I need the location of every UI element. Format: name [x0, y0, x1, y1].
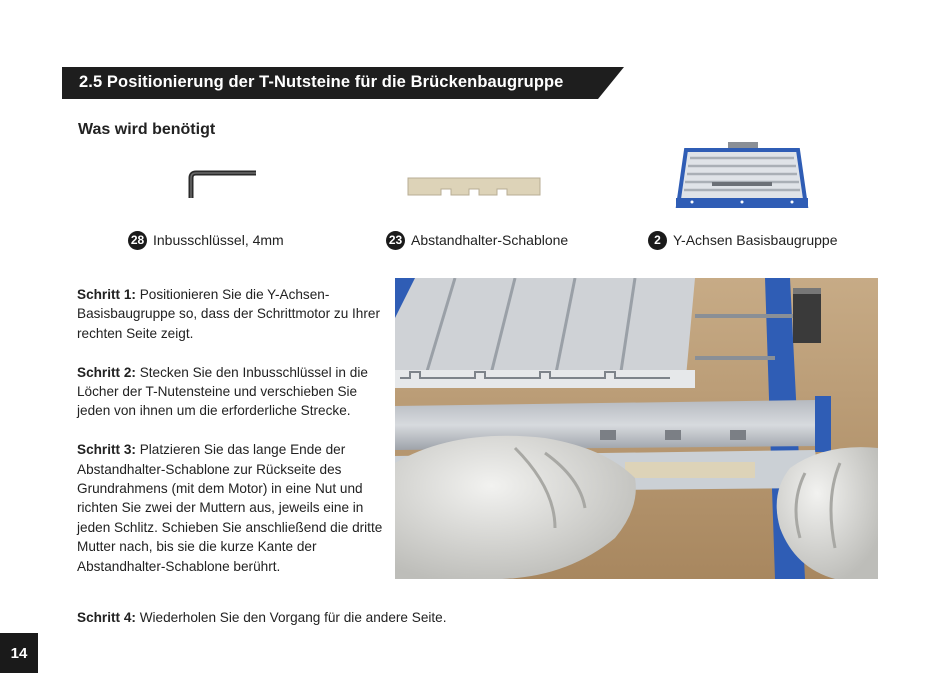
item-label: Abstandhalter-Schablone: [411, 232, 569, 248]
section-title: 2.5 Positionierung der T-Nutsteine für die Brückenbaugruppe: [79, 73, 564, 91]
y-axis-assembly-image: [672, 140, 812, 212]
assembly-photo-illustration: [395, 278, 878, 579]
item-label: Inbusschlüssel, 4mm: [153, 232, 284, 248]
step-text: Wiederholen Sie den Vorgang für die andere Seite.: [135, 609, 447, 625]
step-label: Schritt 3:: [77, 442, 136, 458]
section-banner: [62, 67, 624, 99]
assembly-photo: [395, 278, 878, 579]
item-hex-key: [128, 230, 284, 250]
step-3: [77, 440, 389, 576]
hex-key-image: [183, 168, 259, 200]
step-text: Positionieren Sie die Y-Achsen-Basisbaugruppe so, dass der Schrittmotor zu Ihrer rechten Seite zeigt.: [77, 287, 380, 341]
item-y-axis-assembly: [648, 230, 838, 250]
spacer-template-image: [407, 175, 541, 197]
step-label: Schritt 2:: [77, 364, 136, 380]
step-label: Schritt 4:: [77, 609, 136, 625]
steps-list: [77, 285, 389, 595]
item-badge: 2: [648, 231, 667, 250]
page-number: 14: [0, 633, 38, 673]
item-label: Y-Achsen Basisbaugruppe: [673, 232, 838, 248]
needed-heading: Was wird benötigt: [78, 121, 216, 138]
item-spacer-template: [386, 230, 568, 250]
step-text: Stecken Sie den Inbusschlüssel in die Löcher der T-Nutensteine und verschieben Sie jeden von ihnen um die erforderliche Strecke.: [77, 364, 368, 419]
step-2: [77, 363, 389, 421]
step-text: Platzieren Sie das lange Ende der Abstandhalter-Schablone zur Rückseite des Grundrahmens (mit dem Motor) in eine Nut und richten Sie zwei der Muttern aus, jeweils eine in jeden Schlitz. Schieben Sie anschließend die dritte Mutter nach, bis sie die kurze Kante der Abstandhalter-Schablone berührt.: [77, 442, 383, 574]
step-label: Schritt 1:: [77, 287, 136, 302]
step-1: [77, 285, 389, 343]
item-badge: 28: [128, 231, 147, 250]
step-4: [77, 608, 777, 627]
item-badge: 23: [386, 231, 405, 250]
